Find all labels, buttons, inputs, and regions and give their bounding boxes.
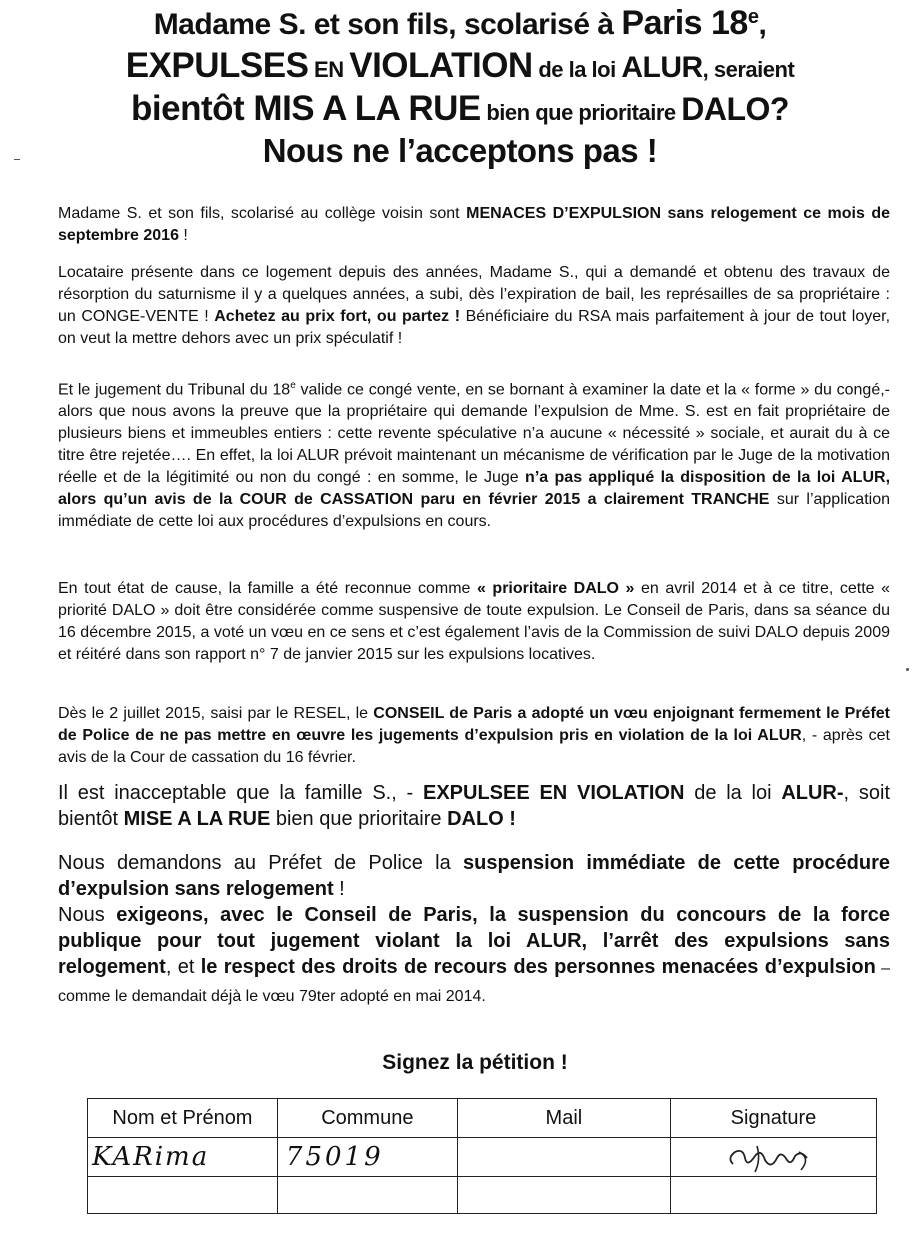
- cell-name[interactable]: [88, 1138, 278, 1177]
- scan-mark: [906, 668, 909, 671]
- signature-table: [87, 1098, 877, 1214]
- scan-mark: [14, 159, 20, 160]
- column-header-name: Nom et Prénom: [88, 1099, 278, 1138]
- cell-name[interactable]: [88, 1177, 278, 1214]
- column-header-commune: Commune: [277, 1099, 457, 1138]
- paragraph-threat: Madame S. et son fils, scolarisé au collège voisin sont MENACES D’EXPULSION sans relogement ce mois de septembre 2016 !: [58, 205, 890, 244]
- paragraph-unacceptable: Il est inacceptable que la famille S., - EXPULSEE EN VIOLATION de la loi ALUR-, soit bientôt MISE A LA RUE bien que prioritaire DALO !: [58, 782, 890, 830]
- handwritten-name: KARima: [92, 1142, 210, 1172]
- headline-line-1: Madame S. et son fils, scolarisé à Paris 18e,: [153, 4, 767, 42]
- petition-headline: [40, 6, 880, 167]
- paragraph-tenant: Locataire présente dans ce logement depuis des années, Madame S., qui a demandé et obtenu des travaux de résorption du saturnisme il y a quelques années, a subi, dès l’expiration de bail, les représailles de sa propriétaire : un CONGE-VENTE ! Achetez au prix fort, ou partez ! Bénéficiaire du RSA mais parfaitement à jour de tout loyer, on veut la mettre dehors avec un prix spéculatif !: [58, 264, 891, 347]
- headline-line-4: Nous ne l’acceptons pas !: [262, 132, 658, 169]
- cell-commune[interactable]: [277, 1177, 457, 1214]
- table-row: [88, 1177, 877, 1214]
- cell-mail[interactable]: [457, 1177, 670, 1214]
- headline-line-2: EXPULSES EN VIOLATION de la loi ALUR, seraient: [125, 46, 795, 85]
- paragraph-dalo: En tout état de cause, la famille a été reconnue comme « prioritaire DALO » en avril 2014 et à ce titre, cette « priorité DALO » doit être considérée comme suspensive de toute expulsion. Le Conseil de Paris, dans sa séance du 16 décembre 2015, a voté un vœu en ce sens et c’est également l’avis de la Commission de suivi DALO depuis 2009 et réitéré dans son rapport n° 7 de janvier 2015 sur les expulsions locatives.: [58, 580, 891, 663]
- paragraph-conseil: Dès le 2 juillet 2015, saisi par le RESEL, le CONSEIL de Paris a adopté un vœu enjoignant fermement le Préfet de Police de ne pas mettre en œuvre les jugements d’expulsion pris en violation de la loi ALUR, - après cet avis de la Cour de cassation du 16 février.: [58, 705, 890, 766]
- cell-commune[interactable]: [277, 1138, 457, 1177]
- headline-line-3: bientôt MIS A LA RUE bien que prioritaire DALO?: [131, 89, 789, 128]
- paragraph-judgment: Et le jugement du Tribunal du 18e valide ce congé vente, en se bornant à examiner la date et la « forme » du congé,- alors que nous avons la preuve que la propriétaire qui demande l’expulsion de Mme. S. est en fait propriétaire de plusieurs biens et immeubles entiers : cette revente spéculative n’a aucune « nécessité » sociale, et aurait du à ce titre être rejetée…. En effet, la loi ALUR prévoit maintenant un mécanisme de vérification par le Juge de la motivation réelle et de la légitimité ou non du congé : en somme, le Juge n’a pas appliqué la disposition de la loi ALUR, alors qu’un avis de la COUR de CASSATION paru en février 2015 a clairement TRANCHE sur l’application immédiate de cette loi aux procédures d’expulsions en cours.: [58, 380, 891, 531]
- cell-mail[interactable]: [457, 1138, 670, 1177]
- column-header-mail: Mail: [457, 1099, 670, 1138]
- sign-petition-title: Signez la pétition !: [382, 1051, 568, 1074]
- handwritten-signature-icon: [671, 1138, 876, 1176]
- cell-signature[interactable]: [670, 1138, 876, 1177]
- table-row: [88, 1138, 877, 1177]
- column-header-signature: Signature: [670, 1099, 876, 1138]
- paragraph-demands: Nous demandons au Préfet de Police la suspension immédiate de cette procédure d’expulsion sans relogement ! Nous exigeons, avec le Conseil de Paris, la suspension du concours de la force publique pour tout jugement violant la loi ALUR, l’arrêt des expulsions sans relogement, et le respect des droits de recours des personnes menacées d’expulsion – comme le demandait déjà le vœu 79ter adopté en mai 2014.: [58, 852, 891, 1005]
- table-header-row: [88, 1099, 877, 1138]
- handwritten-commune: 75019: [285, 1142, 384, 1172]
- cell-signature[interactable]: [670, 1177, 876, 1214]
